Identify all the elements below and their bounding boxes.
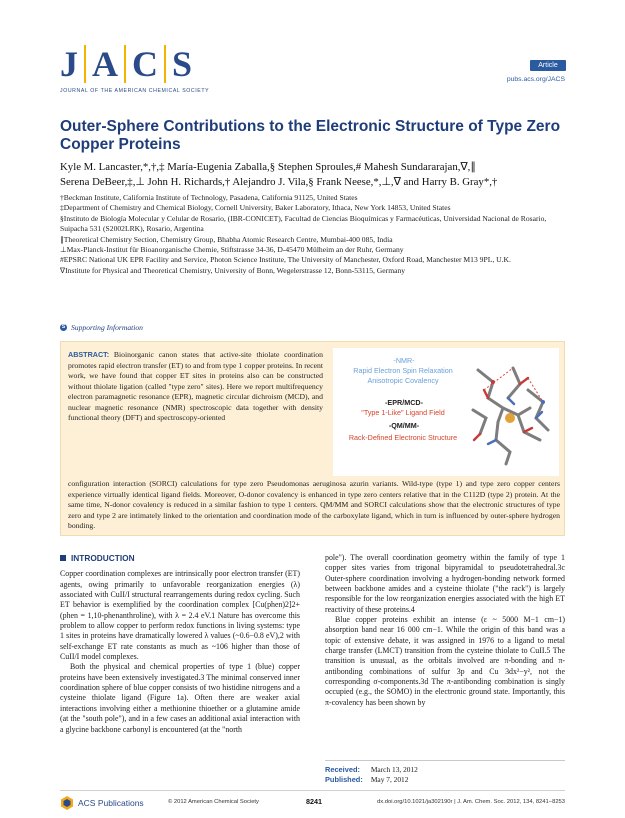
- logo-separator: [164, 45, 166, 83]
- body-paragraph: pole"). The overall coordination geometry within the family of type 1 copper sites varies from trigonal bipyramidal to pseudotetrahedral.3c Outer-sphere coordination involving a hydrogen-bonding network formed between backbone amides and a cysteine thiolate ("the rack") is largely responsible for the low reorganization energies associated with the high ET reactivity of these proteins.4: [325, 553, 565, 614]
- copyright: © 2012 American Chemical Society: [168, 799, 259, 805]
- affiliation: †Beckman Institute, California Institute of Technology, Pasadena, California 91125, United States: [60, 193, 358, 202]
- body-paragraph: Both the physical and chemical properties of type 1 (blue) copper proteins have been extensively investigated.3 The minimal conserved inner coordination sphere of blue copper consists of two histidine nitrogens and a cysteine thiolate ligand (Figure 1a). Often there are weaker axial interactions involving either a methionine thioether or a glutamine amide (at the "south pole"), and in a few cases an additional axial interaction with a glycine backbone carbonyl is encountered (at the "north: [60, 662, 300, 734]
- section-marker-icon: [60, 555, 66, 561]
- page-number: 8241: [306, 797, 322, 806]
- acs-hexagon-icon: [60, 796, 74, 810]
- received-date: March 13, 2012: [370, 765, 418, 774]
- toc-label: -QM/MM-: [388, 421, 420, 430]
- logo-separator: [84, 45, 86, 83]
- journal-url-link[interactable]: pubs.acs.org/JACS: [506, 76, 565, 83]
- author-list: [60, 160, 565, 189]
- body-column-right: [325, 553, 565, 708]
- abstract-label: ABSTRACT:: [68, 350, 110, 359]
- publisher-name: ACS Publications: [78, 798, 144, 808]
- section-title: INTRODUCTION: [71, 553, 135, 563]
- published-date-row: [325, 775, 565, 785]
- author-line: Kyle M. Lancaster,*,†,‡ María-Eugenia Zaballa,§ Stephen Sproules,# Mahesh Sundararajan,∇,∥: [60, 161, 476, 173]
- affiliation-list: [60, 193, 565, 276]
- toc-label: Rack-Defined Electronic Structure: [348, 433, 458, 442]
- logo-separator: [124, 45, 126, 83]
- body-paragraph: Blue copper proteins exhibit an intense (ε ~ 5000 M−1 cm−1) absorption band near 16 000 cm−1. While the origin of this band was a topic of extensive debate, it was assigned in 1976 to a ligand to metal charge transfer (LMCT) transition from the cysteine thiolate to CuII.5 The transition is unusual, as the orbitals involved are π-bonding and π-antibonding combinations of sulfur 3p and Cu 3dx²−y², not the corresponding σ-components.3d The π-antibonding combination is singly occupied (e.g., the SOMO) in the electronic ground state. Importantly, this π-covalency has been shown by: [325, 615, 565, 707]
- journal-logo: [60, 44, 192, 84]
- publication-dates: [325, 760, 565, 785]
- toc-label: "Type 1-Like" Ligand Field: [361, 408, 445, 417]
- toc-label: -NMR-: [393, 356, 415, 365]
- supporting-info-label: Supporting Information: [71, 323, 143, 332]
- toc-label: -EPR/MCD-: [385, 398, 423, 407]
- article-title: Outer-Sphere Contributions to the Electronic Structure of Type Zero Copper Proteins: [60, 118, 561, 153]
- body-column-left: [60, 553, 300, 735]
- received-label: Received:: [325, 765, 360, 774]
- affiliation: #EPSRC National UK EPR Facility and Service, Photon Science Institute, The University of Manchester, Oxford Road, Manchester M13 9PL, U.K.: [60, 255, 511, 265]
- affiliation: ⊥Max-Planck-Institut für Bioanorganische Chemie, Stiftstrasse 34-36, D-45470 Mülheim an der Ruhr, Germany: [60, 245, 404, 255]
- logo-letter-a: A: [92, 44, 118, 84]
- copper-atom: [505, 413, 515, 423]
- toc-label: Anisotropic Covalency: [367, 376, 439, 385]
- affiliation: ∥Theoretical Chemistry Section, Chemistry Group, Bhabha Atomic Research Centre, Mumbai-400 085, India: [60, 234, 393, 244]
- supporting-info-icon: S: [61, 324, 66, 330]
- doi-citation[interactable]: dx.doi.org/10.1021/ja302190r | J. Am. Chem. Soc. 2012, 134, 8241−8253: [377, 799, 565, 805]
- received-date-row: [325, 765, 565, 775]
- protein-structure-image: [458, 360, 556, 470]
- journal-name: JOURNAL OF THE AMERICAN CHEMICAL SOCIETY: [60, 88, 210, 94]
- abstract-box: [60, 341, 565, 536]
- published-label: Published:: [325, 775, 363, 784]
- author-line: Serena DeBeer,‡,⊥ John H. Richards,† Alejandro J. Vila,§ Frank Neese,*,⊥,∇ and Harry B. Gray*,†: [60, 175, 498, 188]
- affiliation: ∇Institute for Physical and Theoretical Chemistry, University of Bonn, Wegelerstrasse 12, Bonn-53115, Germany: [60, 265, 406, 275]
- affiliation: ‡Department of Chemistry and Chemical Biology, Cornell University, Baker Laboratory, Ithaca, New York 14853, United States: [60, 203, 451, 213]
- abstract-text: [68, 350, 323, 424]
- supporting-info-link[interactable]: [60, 323, 143, 332]
- published-date: May 7, 2012: [370, 775, 409, 784]
- abstract-body: Bioinorganic canon states that active-site thiolate coordination promotes rapid electron transfer (ET) to and from type 1 copper proteins. In recent work, we have found that copper ET sites in proteins also can be constructed without thiolate ligation (called "type zero" sites). Here we report multifrequency electron paramagnetic resonance (EPR), magnetic circular dichroism (MCD), and nuclear magnetic resonance (NMR) spectroscopic data together with density functional theory (DFT) and spectroscopy-oriented: [68, 350, 323, 422]
- toc-label: Rapid Electron Spin Relaxation: [353, 366, 453, 375]
- article-type-badge: Article: [530, 60, 566, 71]
- section-heading: [60, 553, 300, 563]
- logo-letter-c: C: [132, 44, 158, 84]
- logo-letter-s: S: [172, 44, 193, 84]
- logo-letter-j: J: [60, 44, 78, 84]
- abstract-continuation: configuration interaction (SORCI) calculations for type zero Pseudomonas aeruginosa azurin variants. Wild-type (type 1) and type zero copper centers experience virtually identical ligand fields. Moreover, O-donor covalency is enhanced in type zero centers relative that in the C112D (type 2) protein. At the same time, N-donor covalency is reduced in a similar fashion to type 1 centers. QM/MM and SORCI calculations show that the electronic structures of type zero and type 2 are intimately linked to the orientation and coordination mode of the carboxylate ligand, which in turn is influenced by outer-sphere hydrogen bonding.: [68, 479, 560, 530]
- footer-divider: [60, 790, 565, 791]
- toc-graphic: [333, 348, 559, 476]
- affiliation: §Instituto de Biología Molecular y Celular de Rosario, (IBR-CONICET), Facultad de Ciencias Bioquímicas y Farmacéuticas, Universidad Nacional de Rosario, Suipacha 531 (S2002LRK), Rosario, Argentina: [60, 213, 547, 234]
- acs-publications-logo: [60, 796, 144, 810]
- body-paragraph: Copper coordination complexes are intrinsically poor electron transfer (ET) agents, owing primarily to unfavorable reorganization energies (λ) associated with CuII/I structural rearrangements during redox cycling. Such ET behavior is exemplified by the coordination complex [Cu(phen)2]2+ (phen = 1,10-phenanthroline), with λ = 2.4 eV.1 Nature has overcome this problem to allow copper to perform redox functions in living systems: type 1 sites in proteins have dramatically lowered λ values (~0.6−0.8 eV),2 with self-exchange ET rate constants as much as ~106 higher than those of CuII/I model complexes.: [60, 569, 300, 662]
